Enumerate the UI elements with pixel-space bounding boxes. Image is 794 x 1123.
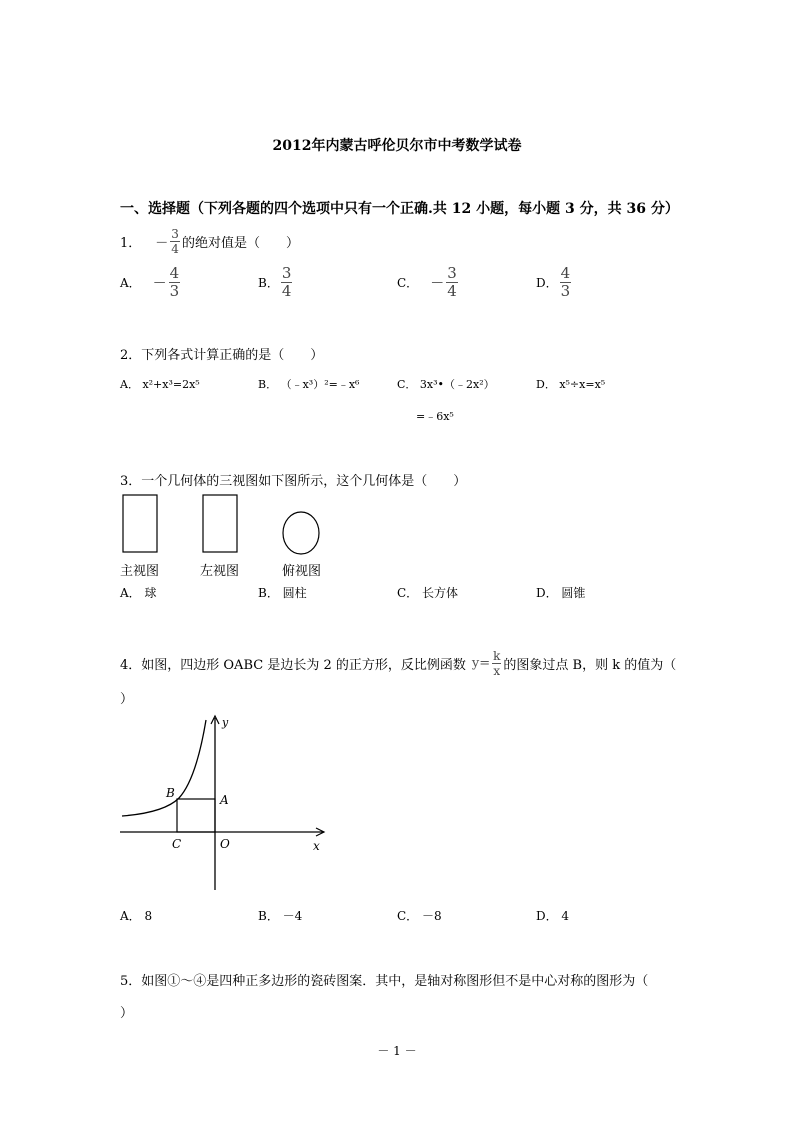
q1-option-label: A． [120, 276, 141, 290]
q4-text-c: ） [120, 692, 134, 707]
y-axis-label: y [222, 716, 229, 729]
q1-option-num: 4 [169, 264, 180, 282]
q1-option-den: 3 [560, 282, 571, 300]
view-label-side: 左视图 [200, 564, 240, 579]
page-title: 2012年内蒙古呼伦贝尔市中考数学试卷 [272, 138, 522, 154]
q1-option-num: 4 [560, 264, 571, 282]
q5-text-cont: ） [120, 1006, 134, 1021]
section-heading: 一、选择题（下列各题的四个选项中只有一个正确.共 12 小题，每小题 3 分，共 36 分） [120, 201, 679, 217]
q2-option-b: B． （﹣x³）²=﹣x⁶ [258, 378, 360, 391]
q2-option-d: D． x⁵÷x=x⁵ [536, 378, 606, 391]
q1-option-fraction [281, 266, 293, 299]
q1-option-c [397, 266, 460, 299]
q1-option-label: B． [258, 276, 279, 290]
q1-option-label: D． [536, 276, 558, 290]
q4-graph [118, 712, 338, 894]
q1-number: 1． [120, 236, 142, 251]
q2-option-a: A． x²+x³=2x⁵ [120, 378, 200, 391]
q1-option-den: 4 [447, 282, 457, 300]
q1-option-label: C． [397, 276, 419, 290]
question-2: 2．下列各式计算正确的是（ ） [120, 348, 324, 363]
top-view-circle [283, 512, 319, 554]
question-1 [120, 228, 299, 255]
three-views-figure [118, 490, 338, 560]
q4-option-b: B． －4 [258, 909, 303, 923]
q1-fraction [170, 228, 180, 255]
q1-option-d [536, 266, 573, 299]
page-number: － 1 － [377, 1044, 417, 1058]
view-label-front: 主视图 [120, 564, 160, 579]
q4-text-b: 的图象过点 B，则 k 的值为（ [503, 658, 677, 673]
q1-option-den: 3 [169, 282, 180, 300]
q4-func-fraction [492, 650, 501, 677]
q1-option-fraction [446, 266, 458, 299]
question-3: 3．一个几何体的三视图如下图所示，这个几何体是（ ） [120, 474, 467, 489]
side-view-rect [203, 495, 237, 552]
q1-text: 的绝对值是（ ） [181, 236, 299, 251]
q2-option-c: C． 3x³•（﹣2x²） [397, 378, 495, 391]
point-c-label: C [172, 837, 182, 851]
q2-option-c-cont: =﹣6x⁵ [416, 410, 454, 423]
q1-frac-den: 4 [171, 242, 179, 256]
point-b-label: B [166, 786, 175, 800]
x-axis-label: x [313, 839, 320, 853]
q4-func-y: y= [471, 656, 491, 671]
q1-option-den: 4 [281, 282, 292, 300]
q4-option-a: A． 8 [120, 909, 153, 923]
q1-option-num: 3 [447, 264, 457, 282]
q3-option-d: D． 圆锥 [536, 586, 586, 600]
q4-func-den: x [493, 664, 501, 678]
square-oabc [177, 799, 215, 832]
point-a-label: A [220, 793, 229, 807]
q4-option-d: D． 4 [536, 909, 570, 923]
q1-option-fraction [560, 266, 572, 299]
origin-label: O [220, 837, 230, 851]
q1-neg-sign: － [155, 236, 169, 251]
q1-option-fraction [169, 266, 181, 299]
view-label-top: 俯视图 [282, 564, 322, 579]
front-view-rect [123, 495, 157, 552]
q4-text-a: 4．如图，四边形 OABC 是边长为 2 的正方形，反比例函数 [120, 658, 466, 673]
hyperbola-curve [122, 720, 206, 816]
q1-option-b [258, 266, 294, 299]
q3-option-a: A． 球 [120, 586, 157, 600]
q3-option-c: C． 长方体 [397, 586, 458, 600]
q1-option-a [120, 266, 182, 299]
q3-option-b: B． 圆柱 [258, 586, 307, 600]
q1-option-sign: － [430, 275, 445, 292]
q1-frac-num: 3 [171, 227, 179, 241]
q4-option-c: C． －8 [397, 909, 442, 923]
question-4 [120, 650, 676, 677]
q1-option-sign: － [152, 275, 167, 292]
q1-option-num: 3 [281, 264, 292, 282]
q4-func-num: k [493, 649, 501, 663]
question-5: 5．如图①～④是四种正多边形的瓷砖图案．其中，是轴对称图形但不是中心对称的图形为（ [120, 974, 649, 989]
